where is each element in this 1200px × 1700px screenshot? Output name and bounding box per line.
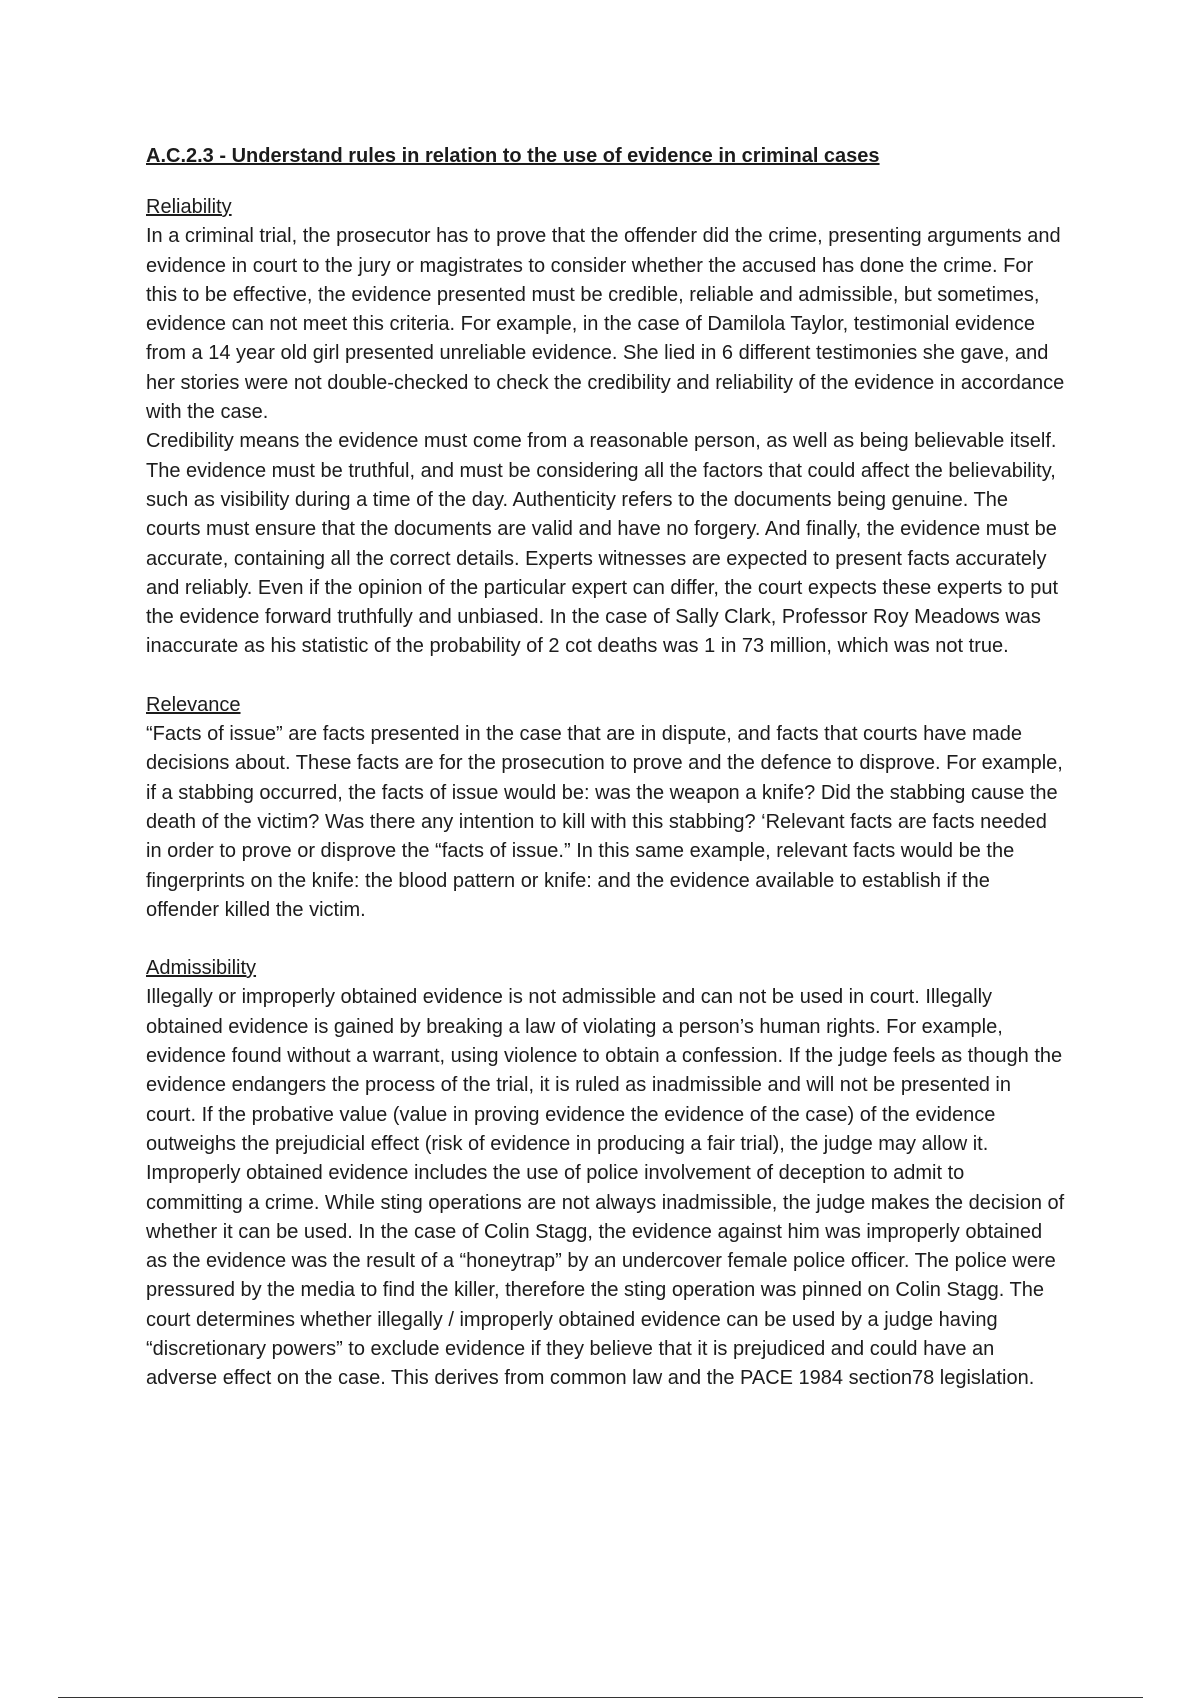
admissibility-paragraph-1: Illegally or improperly obtained evidence is not admissible and can not be used in court. Illegally obtained evidence is gained by breaking a law of violating a person’s human rights. For example, evidence found without a warrant, using violence to obtain a confession. If the judge feels as though the evidence endangers the process of the trial, it is ruled as inadmissible and will not be presented in court. If the probative value (value in proving evidence the evidence of the case) of the evidence outweighs the prejudicial effect (risk of evidence in producing a fair trial), the judge may allow it. Improperly obtained evidence includes the use of police involvement of deception to admit to committing a crime. While sting operations are not always inadmissible, the judge makes the decision of whether it can be used. In the case of Colin Stagg, the evidence against him was improperly obtained as the evidence was the result of a “honeytrap” by an undercover female police officer. The police were pressured by the media to find the killer, therefore the sting operation was pinned on Colin Stagg. The court determines whether illegally / improperly obtained evidence can be used by a judge having “discretionary powers” to exclude evidence if they believe that it is prejudiced and could have an adverse effect on the case. This derives from common law and the PACE 1984 section78 legislation. [146, 986, 1065, 1390]
footer-divider [58, 1697, 1143, 1698]
document-body [146, 142, 1066, 1423]
relevance-paragraph-1: “Facts of issue” are facts presented in the case that are in dispute, and facts that courts have made decisions about. These facts are for the prosecution to prove and the defence to disprove. For example, if a stabbing occurred, the facts of issue would be: was the weapon a knife? Did the stabbing cause the death of the victim? Was there any intention to kill with this stabbing? ‘Relevant facts are facts needed in order to prove or disprove the “facts of issue.” In this same example, relevant facts would be the fingerprints on the knife: the blood pattern or knife: and the evidence available to establish if the offender killed the victim. [146, 723, 1063, 921]
reliability-paragraph-1: In a criminal trial, the prosecutor has to prove that the offender did the crime, presenting arguments and evidence in court to the jury or magistrates to consider whether the accused has done the crime. For this to be effective, the evidence presented must be credible, reliable and admissible, but sometimes, evidence can not meet this criteria. For example, in the case of Damilola Taylor, testimonial evidence from a 14 year old girl presented unreliable evidence. She lied in 6 different testimonies she gave, and her stories were not double-checked to check the credibility and reliability of the evidence in accordance with the case. [146, 225, 1065, 424]
section-relevance [146, 691, 1066, 925]
section-heading-admissibility: Admissibility [146, 957, 257, 980]
reliability-paragraph-2: Credibility means the evidence must come from a reasonable person, as well as being believable itself. The evidence must be truthful, and must be considering all the factors that could affect the believability, such as visibility during a time of the day. Authenticity refers to the documents being genuine. The courts must ensure that the documents are valid and have no forgery. And finally, the evidence must be accurate, containing all the correct details. Experts witnesses are expected to present facts accurately and reliably. Even if the opinion of the particular expert can differ, the court expects these experts to put the evidence forward truthfully and unbiased. In the case of Sally Clark, Professor Roy Meadows was inaccurate as his statistic of the probability of 2 cot deaths was 1 in 73 million, which was not true. [146, 430, 1059, 658]
section-heading-relevance: Relevance [146, 693, 241, 716]
document-title: A.C.2.3 - Understand rules in relation to the use of evidence in criminal cases [146, 145, 880, 167]
section-reliability [146, 193, 1066, 662]
section-admissibility [146, 954, 1066, 1393]
section-heading-reliability: Reliability [146, 196, 232, 218]
